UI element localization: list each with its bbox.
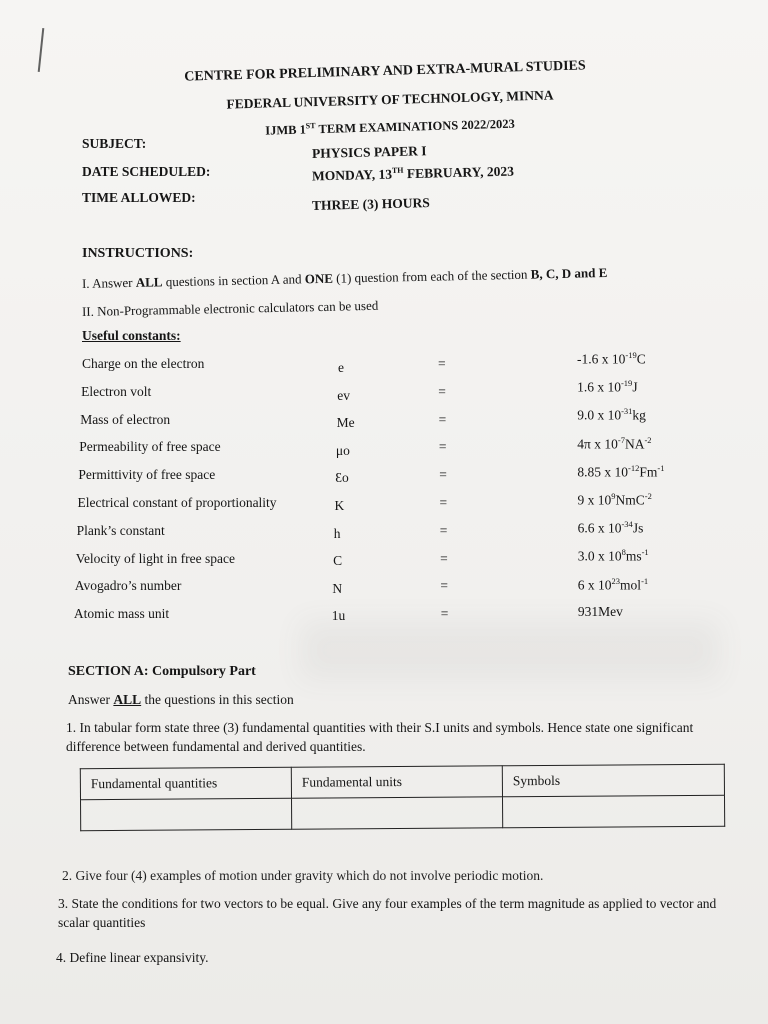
constant-name: Velocity of light in free space xyxy=(75,550,236,566)
constant-value: 9.0 x $10^{-31}kg$ xyxy=(577,406,646,423)
header-exam: IJMB 1ST TERM EXAMINATIONS 2022/2023 xyxy=(265,116,515,138)
table-header-cell: Fundamental quantities xyxy=(80,767,291,799)
instruction-2: II. Non-Programmable electronic calculators can be used xyxy=(81,297,379,319)
constant-name: Charge on the electron xyxy=(82,356,205,371)
question-4: 4. Define linear expansivity. xyxy=(56,950,209,965)
equals-sign: = xyxy=(440,550,448,566)
subject-value: PHYSICS PAPER I xyxy=(311,143,427,161)
constant-row xyxy=(77,491,718,515)
constant-row xyxy=(81,378,721,404)
constant-symbol: K xyxy=(334,498,345,513)
table-row xyxy=(81,795,725,830)
table-header-cell: Fundamental units xyxy=(291,766,502,798)
constant-row xyxy=(75,547,716,571)
equals-sign: = xyxy=(438,383,446,399)
constant-row xyxy=(80,406,720,432)
constant-symbol: Ɛo xyxy=(335,470,349,486)
constant-value: 6.6 x $10^{-34}Js$ xyxy=(577,519,644,536)
constant-symbol: N xyxy=(332,580,343,596)
constant-name: Plank’s constant xyxy=(76,522,165,538)
constant-value: 931Mev xyxy=(577,603,623,619)
question-2: 2. Give four (4) examples of motion under gravity which do not involve periodic motion. xyxy=(62,868,544,883)
instructions-heading: INSTRUCTIONS: xyxy=(82,246,194,261)
equals-sign: = xyxy=(438,439,447,455)
equals-sign: = xyxy=(439,495,448,510)
constant-name: Atomic mass unit xyxy=(73,606,170,622)
table-cell xyxy=(292,797,503,829)
constant-name: Avogadro’s number xyxy=(74,578,182,594)
section-a-heading: SECTION A: Compulsory Part xyxy=(68,664,256,679)
constant-row xyxy=(73,603,714,626)
constant-row xyxy=(82,350,722,376)
section-a-note: Answer ALL the questions in this section xyxy=(68,692,294,707)
constant-row xyxy=(78,462,718,487)
subject-label: SUBJECT: xyxy=(82,136,147,151)
constant-value: 3.0 x $10^8ms^{-1}$ xyxy=(577,547,649,564)
constant-name: Electron volt xyxy=(81,383,152,399)
constant-symbol: h xyxy=(333,525,341,541)
table-header-cell: Symbols xyxy=(502,764,724,797)
constant-value: 4π x $10^{-7}NA^{-2}$ xyxy=(577,434,652,452)
header-university: FEDERAL UNIVERSITY OF TECHNOLOGY, MINNA xyxy=(226,87,554,112)
date-label: DATE SCHEDULED: xyxy=(82,164,211,179)
constant-symbol: Me xyxy=(336,415,355,431)
constant-name: Permeability of free space xyxy=(79,439,221,455)
constant-symbol: C xyxy=(333,553,343,569)
constant-value: 9 x $10^9NmC^{-2}$ xyxy=(577,491,652,508)
question-3: 3. State the conditions for two vectors to be equal. Give any four examples of the term magnitude as applied to vector and scalar quantities xyxy=(58,896,717,930)
constant-name: Electrical constant of proportionality xyxy=(77,495,277,510)
question-1: 1. In tabular form state three (3) fundamental quantities with their S.I units and symbols. Hence state one significant difference between fundamental and derived quantities. xyxy=(66,720,694,754)
equals-sign: = xyxy=(438,356,446,371)
quantities-table xyxy=(80,764,725,832)
constant-value: 1.6 x $10^{-19}J$ xyxy=(577,378,638,395)
constant-symbol: ev xyxy=(337,387,351,403)
time-value: THREE (3) HOURS xyxy=(311,195,430,213)
constant-name: Mass of electron xyxy=(80,411,171,427)
constant-symbol: μo xyxy=(335,442,350,458)
header-institution: CENTRE FOR PRELIMINARY AND EXTRA-MURAL STUDIES xyxy=(184,58,586,85)
table-cell xyxy=(502,795,724,828)
constant-value: -1.6 x $10^{-19}C$ xyxy=(577,350,646,367)
constant-name: Permittivity of free space xyxy=(78,467,216,483)
equals-sign: = xyxy=(439,467,447,483)
time-label: TIME ALLOWED: xyxy=(82,190,196,205)
equals-sign: = xyxy=(440,578,449,594)
equals-sign: = xyxy=(439,522,448,538)
date-value: MONDAY, 13TH FEBRUARY, 2023 xyxy=(311,163,515,184)
table-row xyxy=(80,764,724,799)
constant-row xyxy=(79,434,719,459)
constant-symbol: e xyxy=(338,360,344,375)
constant-row xyxy=(74,575,715,598)
pen-mark xyxy=(38,28,45,72)
constant-value: 8.85 x $10^{-12}Fm^{-1}$ xyxy=(577,462,665,480)
table-cell xyxy=(81,798,292,830)
constant-row xyxy=(76,519,717,543)
constant-symbol: 1u xyxy=(331,608,346,624)
bleed-through-shadow xyxy=(300,620,720,680)
equals-sign: = xyxy=(438,411,447,427)
constant-value: 6 x $10^{23}mol^{-1}$ xyxy=(577,575,649,593)
constants-heading: Useful constants: xyxy=(82,328,181,343)
equals-sign: = xyxy=(440,606,449,622)
instruction-1: I. Answer ALL questions in section A and ONE (1) question from each of the section B, C, D and E xyxy=(81,264,608,291)
